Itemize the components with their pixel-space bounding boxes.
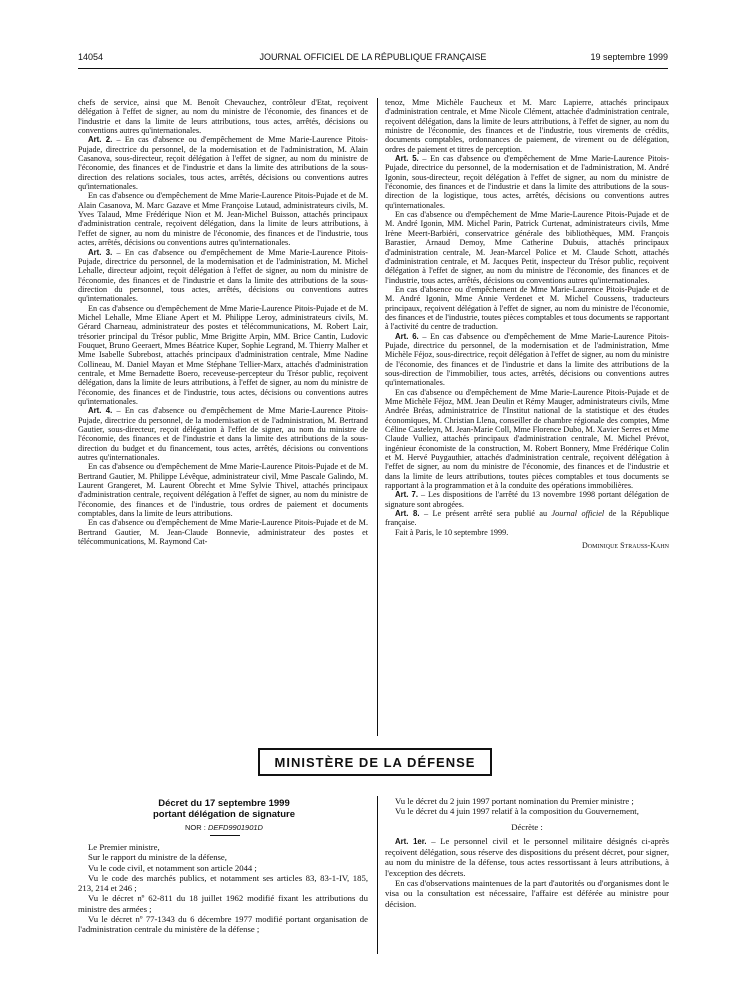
paragraph: [78, 852, 368, 862]
paragraph: [78, 135, 368, 191]
paragraph: [385, 285, 669, 332]
paragraph: [385, 806, 669, 816]
paragraph-text: Le Premier ministre,: [88, 842, 160, 852]
decree-nor: [78, 823, 370, 832]
paragraph-text: Vu le décret du 2 juin 1997 portant nomination du Premier ministre ;: [395, 796, 634, 806]
decree-title: [78, 798, 370, 820]
paragraph: [385, 509, 669, 528]
paragraph-text: En cas d'absence ou d'empêchement de Mme Marie-Laurence Pitois-Pujade et de M. Bertrand Gautier, M. Philippe Lévêque, administrateur civil, Mme Pascale Galindo, M. Laurent Grangeret, M. Laurent Obrecht et Mme Sylvie Thivel, attachés principaux d'administration centrale, reçoivent délégation à l'effet de signer, au nom du ministre de l'économie, des finances et de l'industrie, tous ordres de paiement et documents comptables, dans la limite de leurs attributions.: [78, 462, 368, 519]
bottom-right-column: [385, 796, 669, 909]
paragraph-text: Vu le décret nº 77-1343 du 6 décembre 1977 modifié portant organisation de l'administration centrale du ministère de la défense ;: [78, 914, 368, 935]
page-header: [78, 52, 668, 66]
paragraph-text: Décrète :: [511, 821, 543, 832]
paragraph-text: Fait à Paris, le 10 septembre 1999.: [395, 527, 509, 537]
paragraph-text: – En cas d'absence ou d'empêchement de Mme Marie-Laurence Pitois-Pujade, directrice du personnel, de la modernisation et de l'administration, Mme Michèle Féjoz, sous-directrice, reçoit délégation à l'effet de signer, au nom du ministre de l'économie, des finances et de l'industrie et dans la limite des attributions de la sous-direction de l'immobilier, tous actes, arrêtés, décisions ou conventions autres qu'internationales.: [385, 331, 669, 388]
italic-title: Journal officiel: [551, 509, 605, 519]
paragraph: [78, 406, 368, 462]
ministry-heading: MINISTÈRE DE LA DÉFENSE: [274, 754, 476, 770]
paragraph: [78, 893, 368, 914]
paragraph-text: – En cas d'absence ou d'empêchement de Mme Marie-Laurence Pitois-Pujade, directrice du personnel, de la modernisation et de l'administration, M. Michel Lehalle, directeur adjoint, reçoit délégation à l'effet de signer, au nom du ministre de l'économie, des finances et de l'industrie et dans la limite des attributions de la sous-direction du personnel, tous actes, arrêtés, décisions ou conventions autres qu'internationales.: [78, 247, 368, 304]
paragraph-text: – Le présent arrêté sera publié au: [419, 509, 552, 519]
article-number: Art. 4.: [88, 406, 113, 416]
paragraph-text: – En cas d'absence ou d'empêchement de Mme Marie-Laurence Pitois-Pujade, directrice du personnel, de la modernisation et de l'administration, M. André Igonin, sous-directeur, reçoit délégation à l'effet de signer, au nom du ministre de l'économie, des finances et de l'industrie et dans la limite des attributions de la sous-direction de la logistique, tous actes, arrêtés, décisions ou conventions autres qu'internationales.: [385, 154, 669, 210]
journal-title: JOURNAL OFFICIEL DE LA RÉPUBLIQUE FRANÇAISE: [259, 52, 487, 62]
paragraph-text: En cas d'absence ou d'empêchement de Mme Marie-Laurence Pitois-Pujade et de M. André Igonin, Mme Annie Verdenet et M. Michel Coussens, traducteurs principaux, reçoivent délégation à l'effet de signer, au nom du ministre de l'économie, des finances et de l'industrie, toutes pièces comptables et tous documents se rapportant à l'activité du centre de traduction.: [385, 284, 669, 332]
article-number: Art. 6.: [395, 331, 419, 341]
paragraph: [385, 154, 669, 210]
bottom-left-column: [78, 842, 368, 935]
paragraph: [385, 878, 669, 909]
paragraph: [78, 304, 368, 407]
decree-title-line1: Décret du 17 septembre 1999: [158, 798, 290, 809]
paragraph-text: de la République française.: [385, 509, 669, 528]
paragraph-text: Vu le code des marchés publics, et notamment ses articles 83, 83-1-IV, 185, 213, 214 et 246 ;: [78, 872, 368, 894]
paragraph-text: chefs de service, ainsi que M. Benoît Chevauchez, contrôleur d'Etat, reçoivent délégation à l'effet de signer, au nom du ministre de l'économie, des finances et de l'industrie et dans la limite de leurs attributions, tous actes, arrêtés, décisions ou conventions autres qu'internationales.: [78, 98, 368, 136]
paragraph: [78, 873, 368, 894]
paragraph-text: Vu le décret du 4 juin 1997 relatif à la composition du Gouvernement,: [395, 806, 639, 817]
article-number: Art. 7.: [395, 490, 418, 500]
article-number: Art. 1er.: [395, 836, 427, 846]
paragraph-text: – Le personnel civil et le personnel militaire désignés ci-après reçoivent délégation, sous réserve des dispositions du présent décret, pour signer, au nom du ministre de la défense, tous actes ressortissant à leurs attributions, à l'exception des décrets.: [385, 835, 669, 878]
paragraph-text: En cas d'absence ou d'empêchement de Mme Marie-Laurence Pitois-Pujade et de M. André Igonin, MM. Michel Parin, Patrick Curtenat, administrateurs civils, Mme Irène Meert-Barbiéri, conservatrice générale des bibliothèques, MM. François Barastier, Arnaud Demoy, Mme Catherine Dubuis, attachés principaux d'administration centrale, M. Jean-Marcel Police et M. Claude Schott, attachés d'administration centrale, et M. Jacques Petit, inspecteur du Trésor public, reçoivent délégation à l'effet de signer, au nom du ministre de l'économie, des finances et de l'industrie, tous actes, arrêtés, décisions ou conventions autres qu'internationales.: [385, 210, 669, 285]
article-number: Art. 8.: [395, 509, 420, 519]
paragraph-text: Sur le rapport du ministre de la défense,: [88, 852, 227, 863]
paragraph: [78, 98, 368, 135]
paragraph-text: En cas d'absence ou d'empêchement de Mme Marie-Laurence Pitois-Pujade et de M. Alain Casanova, M. Marc Gazave et Mme Françoise Lutaud, administrateurs civils, M. Yves Talaud, Mme Frédérique Nion et M. Jean-Michel Buisson, attachés principaux d'administration centrale, reçoivent délégation, dans la limite de leurs attributions, à l'effet de signer, au nom du ministre de l'économie, des finances et de l'industrie, tous actes, arrêtés, décisions ou conventions autres qu'internationales.: [78, 191, 368, 248]
column-divider-top: [377, 98, 378, 736]
article-number: Art. 5.: [395, 154, 419, 164]
paragraph: [78, 842, 368, 852]
nor-code: DEFD9901901D: [207, 823, 263, 832]
paragraph: [385, 332, 669, 388]
paragraph-text: En cas d'absence ou d'empêchement de Mme Marie-Laurence Pitois-Pujade et de Mme Michèle Féjoz, MM. Jean Deulin et Rémy Mauger, administrateurs civils, Mme Andrée Bréas, administratrice de l'Institut national de la statistique et des études économiques, M. Christian Llena, conseiller de chambre régionale des comptes, Mme Céline Casteleyn, M. Jean-Marie Coll, Mme Florence Dubo, M. Xavier Serres et Mme Claude Vulliez, attachés principaux d'administration centrale, M. Michel Prévot, ingénieur économiste de la construction, M. Robert Bonnery, Mme Frédérique Colin et M. Hervé Puygauthier, attachés d'administration centrale, reçoivent délégation à l'effet de signer, au nom du ministre de l'économie, des finances et de l'industrie et dans la limite de leurs attributions, toutes pièces comptables et tous documents se rapportant à la programmation et à la conduite des opérations immobilières.: [385, 387, 669, 491]
paragraph: [385, 490, 669, 509]
paragraph-text: En cas d'observations maintenues de la part d'autorités ou d'organismes dont le visa ou la consultation est nécessaire, l'affaire est déférée au ministre pour décision.: [385, 878, 669, 909]
header-rule: [78, 68, 668, 69]
page-number: 14054: [78, 52, 104, 62]
paragraph: [385, 98, 669, 154]
paragraph-text: Vu le code civil, et notamment son article 2044 ;: [88, 862, 257, 873]
article-number: Art. 3.: [88, 247, 113, 257]
paragraph: [385, 796, 669, 806]
paragraph: [385, 210, 669, 285]
paragraph: [385, 836, 669, 878]
article-number: Art. 2.: [88, 135, 113, 145]
paragraph: [78, 914, 368, 935]
paragraph-text: En cas d'absence ou d'empêchement de Mme Marie-Laurence Pitois-Pujade et de M. Michel Lehalle, Mme Eliane Apert et M. Philippe Leroy, administrateurs civils, M. Gérard Charneau, administrateur des postes et télécommunications, M. Robert Lair, trésorier principal du Trésor public, Mme Brigitte Arpin, MM. Brice Cantin, Ludovic Fouquet, Bruno Geeraert, Mmes Béatrice Kuper, Sophie Legrand, M. Thierry Malher et Mme Isabelle Subrebost, attachés principaux d'administration centrale, Mme Nadine Collineau, M. Daniel Mayan et Mme Stéphane Tellier-Marx, attachés d'administration centrale, et Mme Bernadette Boero, receveuse-percepteur du Trésor public, reçoivent délégation, dans la limite de leurs attributions, à l'effet de signer, au nom du ministre de l'économie, des finances et de l'industrie, tous actes, décisions ou conventions autres qu'internationales.: [78, 303, 368, 406]
paragraph-text: – En cas d'absence ou d'empêchement de Mme Marie-Laurence Pitois-Pujade, directrice du personnel, de la modernisation et de l'administration, M. Bertrand Gautier, sous-directeur, reçoit délégation à l'effet de signer, au nom du ministre de l'économie, des finances et de l'industrie et dans la limite des attributions de la sous-direction du budget et du financement, tous actes, arrêtés, décisions ou conventions autres qu'internationales.: [78, 406, 368, 463]
paragraph-text: – Les dispositions de l'arrêté du 13 novembre 1998 portant délégation de signature sont abrogées.: [385, 490, 669, 509]
paragraph-text: – En cas d'absence ou d'empêchement de Mme Marie-Laurence Pitois-Pujade, directrice du personnel, de la modernisation et de l'administration, M. Alain Casanova, sous-directeur, reçoit délégation à l'effet de signer, au nom du ministre de l'économie, des finances et de l'industrie et dans la limite des attributions de la sous-direction des relations sociales, tous actes, arrêtés, décisions ou conventions autres qu'internationales.: [78, 135, 368, 192]
decree-title-line2: portant délégation de signature: [153, 809, 295, 820]
title-rule: [210, 835, 240, 836]
paragraph: [385, 528, 669, 537]
ministry-heading-box: [258, 748, 492, 776]
paragraph-text: tenoz, Mme Michèle Faucheux et M. Marc Lapierre, attachés principaux d'administration centrale, et Mme Nicole Clément, attachée d'administration centrale, reçoivent délégation, dans la limite de leurs attributions, à l'effet de signer, au nom du ministre de l'économie, des finances et de l'industrie, tous virements de crédits, documents comptables, ordonnances de paiement, de virement ou de délégation, ordres de paiement et titres de perception.: [385, 98, 669, 154]
paragraph: [78, 863, 368, 873]
paragraph-text: En cas d'absence ou d'empêchement de Mme Marie-Laurence Pitois-Pujade et de M. Bertrand Gautier, M. Jean-Claude Bonnevie, administrateur des postes et télécommunications, M. Raymond Cat-: [78, 518, 368, 547]
column-divider-bottom: [377, 796, 378, 954]
paragraph: [385, 388, 669, 491]
signature: Dominique Strauss-Kahn: [581, 541, 669, 551]
paragraph: [385, 822, 669, 832]
issue-date: 19 septembre 1999: [590, 52, 668, 62]
paragraph: [78, 462, 368, 518]
nor-label: NOR :: [185, 823, 208, 832]
paragraph: [78, 248, 368, 304]
top-right-column: [385, 98, 669, 551]
paragraph: [78, 191, 368, 247]
paragraph: [78, 518, 368, 546]
paragraph-text: Vu le décret nº 62-811 du 18 juillet 1962 modifié fixant les attributions du ministre des armées ;: [78, 893, 368, 914]
top-left-column: [78, 98, 368, 547]
